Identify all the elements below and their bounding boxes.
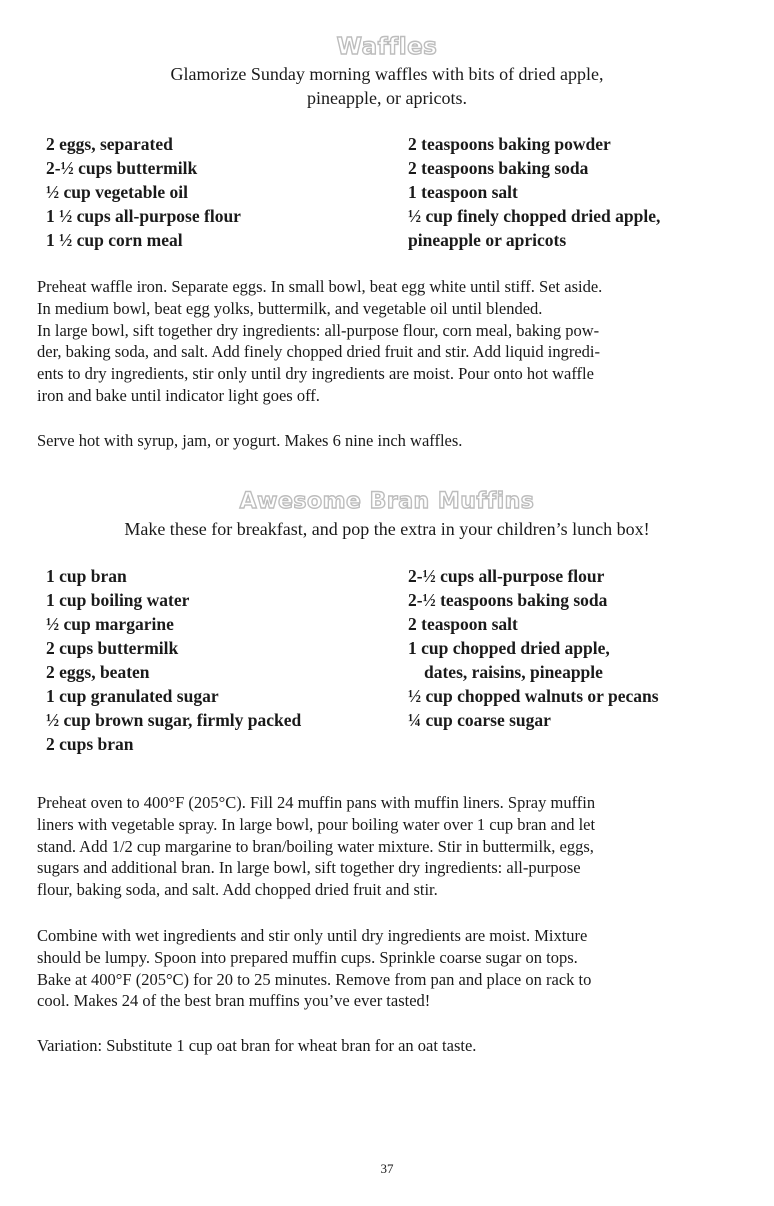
instruction-line: In large bowl, sift together dry ingredients: all-purpose flour, corn meal, baking pow- bbox=[37, 320, 600, 340]
instruction-line: der, baking soda, and salt. Add finely chopped dried fruit and stir. Add liquid ingredi- bbox=[37, 342, 600, 362]
instruction-line: flour, baking soda, and salt. Add chopped dried fruit and stir. bbox=[37, 880, 438, 900]
ingredient-item: ½ cup finely chopped dried apple, bbox=[408, 206, 661, 226]
ingredient-item: 1 cup chopped dried apple, bbox=[408, 638, 610, 658]
instruction-line: Combine with wet ingredients and stir only until dry ingredients are moist. Mixture bbox=[37, 926, 588, 945]
instruction-line: stand. Add 1/2 cup margarine to bran/boiling water mixture. Stir in buttermilk, eggs, bbox=[37, 836, 594, 856]
ingredient-item: 2 cups bran bbox=[46, 734, 134, 754]
ingredient-item: pineapple or apricots bbox=[408, 230, 567, 250]
instruction-line: iron and bake until indicator light goes off. bbox=[37, 385, 320, 405]
ingredient-item: 2-½ teaspoons baking soda bbox=[408, 590, 608, 610]
ingredient-item: 2 teaspoon salt bbox=[408, 614, 518, 634]
instruction-line: Variation: Substitute 1 cup oat bran for wheat bran for an oat taste. bbox=[37, 1036, 477, 1055]
recipe-intro bbox=[0, 62, 774, 110]
ingredient-item: 2-½ cups buttermilk bbox=[46, 158, 198, 178]
instructions-paragraph bbox=[37, 925, 713, 1012]
ingredient-item: ½ cup vegetable oil bbox=[46, 182, 188, 202]
instruction-line: cool. Makes 24 of the best bran muffins you’ve ever tasted! bbox=[37, 991, 431, 1011]
intro-line: pineapple, or apricots. bbox=[307, 88, 467, 108]
ingredient-item: 2 cups buttermilk bbox=[46, 638, 179, 658]
ingredient-item: 1 ½ cup corn meal bbox=[46, 230, 183, 250]
ingredient-list bbox=[46, 564, 659, 756]
ingredient-item: ½ cup brown sugar, firmly packed bbox=[46, 710, 302, 730]
ingredient-item: 1 cup bran bbox=[46, 566, 127, 586]
recipe-title: Awesome Bran Muffins bbox=[239, 489, 535, 514]
intro-line: Make these for breakfast, and pop the extra in your children’s lunch box! bbox=[124, 519, 650, 539]
ingredient-item: 2 eggs, beaten bbox=[46, 662, 150, 682]
instructions-paragraph bbox=[37, 276, 713, 407]
ingredient-item: 2 teaspoons baking powder bbox=[408, 134, 611, 154]
instruction-line: should be lumpy. Spoon into prepared muffin cups. Sprinkle coarse sugar on tops. bbox=[37, 947, 578, 967]
ingredient-item: 1 cup boiling water bbox=[46, 590, 190, 610]
ingredient-column-left bbox=[46, 564, 408, 756]
ingredient-item: ½ cup margarine bbox=[46, 614, 174, 634]
ingredient-item: 2 eggs, separated bbox=[46, 134, 173, 154]
instruction-line: sugars and additional bran. In large bowl, sift together dry ingredients: all-purpose bbox=[37, 858, 581, 878]
ingredient-column-left bbox=[46, 132, 408, 252]
ingredient-item: dates, raisins, pineapple bbox=[424, 662, 603, 682]
instruction-line: In medium bowl, beat egg yolks, buttermilk, and vegetable oil until blended. bbox=[37, 298, 543, 318]
recipe-intro bbox=[0, 517, 774, 541]
ingredient-column-right bbox=[408, 564, 659, 756]
instruction-line: ents to dry ingredients, stir only until dry ingredients are moist. Pour onto hot waffle bbox=[37, 364, 594, 384]
intro-line: Glamorize Sunday morning waffles with bits of dried apple, bbox=[170, 64, 604, 84]
instruction-line: Bake at 400°F (205°C) for 20 to 25 minutes. Remove from pan and place on rack to bbox=[37, 969, 592, 989]
ingredient-item: ½ cup chopped walnuts or pecans bbox=[408, 686, 659, 706]
instruction-line: Preheat oven to 400°F (205°C). Fill 24 muffin pans with muffin liners. Spray muffin bbox=[37, 793, 596, 812]
page-number: 37 bbox=[380, 1161, 394, 1176]
ingredient-item: 2 teaspoons baking soda bbox=[408, 158, 589, 178]
variation-note bbox=[37, 1035, 713, 1057]
instructions-paragraph bbox=[37, 792, 713, 901]
instruction-line: Serve hot with syrup, jam, or yogurt. Makes 6 nine inch waffles. bbox=[37, 431, 463, 450]
serving-note bbox=[37, 430, 713, 452]
ingredient-list bbox=[46, 132, 660, 252]
ingredient-item: 1 teaspoon salt bbox=[408, 182, 518, 202]
ingredient-column-right bbox=[408, 132, 660, 252]
ingredient-item: 2-½ cups all-purpose flour bbox=[408, 566, 605, 586]
ingredient-item: 1 ½ cups all-purpose flour bbox=[46, 206, 241, 226]
instruction-line: liners with vegetable spray. In large bowl, pour boiling water over 1 cup bran and let bbox=[37, 814, 596, 834]
recipe-title: Waffles bbox=[336, 34, 438, 60]
instruction-line: Preheat waffle iron. Separate eggs. In small bowl, beat egg white until stiff. Set aside. bbox=[37, 277, 603, 296]
ingredient-item: ¼ cup coarse sugar bbox=[408, 710, 551, 730]
ingredient-item: 1 cup granulated sugar bbox=[46, 686, 219, 706]
